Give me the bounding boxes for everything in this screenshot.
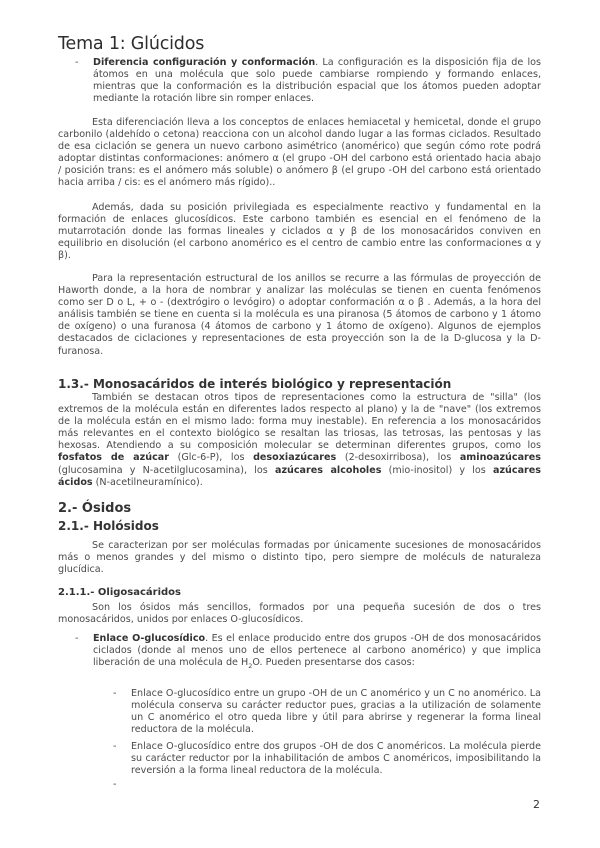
bullet-dash: - <box>75 633 79 644</box>
text-span: También se destacan otros tipos de representaciones como la estructura de "silla" (los extremos de la molécula están en diferentes lados respecto al plano) y la de "nave" (los extremos de la molécula están en el mismo lado: forma muy inestable). En referencia a los monosacáridos más relevantes en el contexto biológico se resaltan las triosas, las tetrosas, las pentosas y las hexosas. Atendiendo a su composición molecular se determinan diferentes grupos, como los <box>58 392 541 452</box>
subscript: 2 <box>248 662 253 671</box>
bullet-dash: - <box>113 688 117 699</box>
bold-term: aminoazúcares <box>459 452 541 464</box>
paragraph-monosacaridos <box>58 392 541 489</box>
paragraph-oligosacaridos: Son los ósidos más sencillos, formados por una pequeña sucesión de dos o tres monosacáridos, unidos por enlaces O-glucosídicos. <box>58 602 541 626</box>
text-span: (2-desoxirribosa), los <box>336 452 460 464</box>
heading-1-3: 1.3.- Monosacáridos de interés biológico y representación <box>58 377 452 391</box>
bold-term: Diferencia configuración y conformación <box>93 57 316 68</box>
text-span: . Es el enlace producido entre dos grupos -OH de dos monosacáridos ciclados (donde al menos uno de ellos pertenece al carbono anomérico) y que implica liberación de una molécula de H <box>93 633 541 669</box>
paragraph-anomerico: Además, dada su posición privilegiada es especialmente reactivo y fundamental en la formación de enlaces glucosídicos. Este carbono también es esencial en el fenómeno de la mutarrotación donde las formas lineales y ciclados α y β de los monosacáridos conviven en equilibrio en disolución (el carbono anomérico es el centro de cambio entre las conformaciones α y β). <box>58 202 541 262</box>
text-span: (Glc-6-P), los <box>168 452 254 464</box>
text-span: (glucosamina y N-acetilglucosamina), los <box>58 464 275 476</box>
bold-term: desoxiazúcares <box>253 452 337 464</box>
bold-term: fosfatos de azúcar <box>58 452 169 464</box>
text-span: . La configuración es la disposición fija de los átomos en una molécula que solo puede cambiarse rompiendo y formando enlaces, mientras que la conformación es la distribución espacial que los átomos pueden adoptar mediante la rotación libre sin romper enlaces. <box>93 57 541 105</box>
paragraph-hemiacetal: Esta diferenciación lleva a los conceptos de enlaces hemiacetal y hemicetal, donde el grupo carbonilo (aldehído o cetona) reacciona con un alcohol dando lugar a las formas ciclados. Resultado de esa ciclación se genera un nuevo carbono asimétrico (anomérico) que según cómo rote podrá adoptar distintas conformaciones: anómero α (el grupo -OH del carbono está orientado hacia abajo / posición trans: es el anómero más soluble) o anómero β (el grupo -OH del carbono está orientado hacia arriba / cis: es el anómero más rígido).. <box>58 117 541 189</box>
text-span: (N-acetilneuramínico). <box>92 476 203 488</box>
heading-2-1: 2.1.- Holósidos <box>58 519 159 533</box>
page-title: Tema 1: Glúcidos <box>58 34 205 54</box>
heading-2-1-1: 2.1.1.- Oligosacáridos <box>58 587 182 598</box>
paragraph-configuracion <box>93 57 541 105</box>
bold-term: azúcares alcoholes <box>274 464 382 476</box>
paragraph-enlace <box>93 633 541 672</box>
bullet-dash: - <box>75 57 79 68</box>
paragraph-haworth: Para la representación estructural de los anillos se recurre a las fórmulas de proyección de Haworth donde, a la hora de nombrar y analizar las moléculas se tienen en cuenta fenómenos como ser D o L, + o - (dextrógiro o levógiro) o adoptar conformación α o β . Además, a la hora del análisis también se tiene en cuenta si la molécula es una piranosa (5 átomos de carbono y 1 átomo de oxígeno) o una furanosa (4 átomos de carbono y 1 átomo de oxígeno). Algunos de ejemplos destacados de ciclaciones y representaciones de esta proyección son la de la D-glucosa y la D-furanosa. <box>58 273 541 357</box>
sub-item-no-reductor: Enlace O-glucosídico entre dos grupos -OH de dos C anoméricos. La molécula pierde su carácter reductor por la inhabilitación de ambos C anoméricos, imposibilitando la reversión a la forma lineal reductora de la molécula. <box>131 741 541 777</box>
bold-term: Enlace O-glucosídico <box>93 633 206 644</box>
page-number: 2 <box>533 798 540 811</box>
bullet-dash: - <box>113 741 117 752</box>
sub-item-reductor: Enlace O-glucosídico entre un grupo -OH de un C anomérico y un C no anomérico. La molécula conserva su carácter reductor pues, gracias a la utilización de solamente un C anomérico el otro queda libre y útil para abrirse y regenerar la forma lineal reductora de la molécula. <box>131 688 541 736</box>
paragraph-holosidos: Se caracterizan por ser moléculas formadas por únicamente sucesiones de monosacáridos más o menos grandes y del mismo o distinto tipo, pero siempre de moléculs de naturaleza glucídica. <box>58 540 541 576</box>
text-span: O. Pueden presentarse dos casos: <box>252 657 415 669</box>
text-span: (mio-inositol) y los <box>381 464 493 476</box>
bullet-dash: - <box>113 779 117 790</box>
heading-2: 2.- Ósidos <box>58 501 132 516</box>
bold-term: azúcares ácidos <box>58 464 541 488</box>
